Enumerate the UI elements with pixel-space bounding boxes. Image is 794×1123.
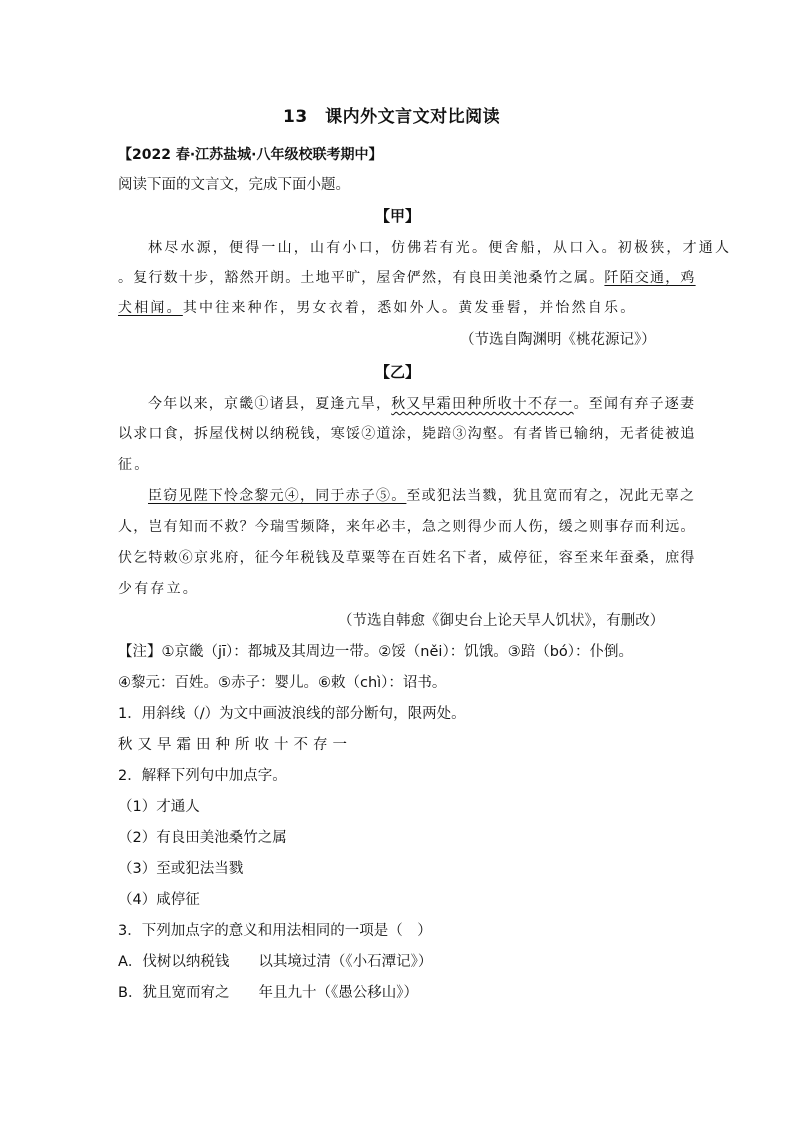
- jia-line-1: 林尽水源，便得一山，山有小口，仿佛若有光。便舍船，从口入。初极狭，才通人: [148, 240, 732, 256]
- question-2-item-1: （1）才通人: [118, 799, 200, 815]
- question-2-item-3: （3）至或犯法当戮: [118, 861, 244, 877]
- yi-underlined-sentence: 臣窃见陛下怜念黎元④，同于赤子⑤。: [148, 488, 407, 504]
- question-2-item-4: （4）咸停征: [118, 892, 200, 908]
- jia-line-2-text: 。复行数十步，豁然开朗。土地平旷，屋舍俨然，有良田美池桑竹之属。: [118, 270, 605, 286]
- yi-line-6: 伏乞特敕⑥京兆府，征今年税钱及草粟等在百姓名下者，威停征，容至来年蚕桑，庶得: [118, 550, 696, 566]
- notes-line-1: 【注】①京畿（jī）：都城及其周边一带。②馁（něi）：饥饿。③踣（bó）：仆倒。: [118, 644, 634, 660]
- section-header-jia: 【甲】: [375, 207, 421, 225]
- jia-line-3: [118, 298, 636, 318]
- yi-line-4-text: 至或犯法当戮，犹且宽而宥之，况此无辜之: [406, 488, 696, 504]
- yi-line-5: 人，岂有知而不救？今瑞雪频降，来年必丰，急之则得少而人伤，缓之则事存而利远。: [118, 519, 696, 535]
- question-3-option-a: A．伐树以纳税钱 以其境过清（《小石潭记》）: [118, 954, 433, 970]
- jia-line-2: [118, 268, 696, 288]
- notes-line-2: ④黎元：百姓。⑤赤子：婴儿。⑥敕（chì）：诏书。: [118, 675, 447, 691]
- yi-line-7: 少有存立。: [118, 581, 199, 597]
- yi-wavy-sentence: 秋又早霜田种所收十不存一: [391, 396, 574, 412]
- section-header-yi: 【乙】: [375, 363, 421, 381]
- page-title: 13 课内外文言文对比阅读: [283, 107, 501, 127]
- yi-line-2: 以求口食，拆屋伐树以纳税钱，寒馁②道涂，毙踣③沟壑。有者皆已输纳，无者徒被追: [118, 426, 696, 442]
- yi-line-1: [148, 394, 695, 414]
- source-tag: 【2022 春·江苏盐城·八年级校联考期中】: [118, 147, 383, 163]
- jia-line-3-text: 其中往来种作，男女衣着，悉如外人。黄发垂髫，并怡然自乐。: [182, 300, 637, 316]
- question-1: 1．用斜线（/）为文中画波浪线的部分断句，限两处。: [118, 706, 466, 722]
- yi-source: （节选自韩愈《御史台上论天旱人饥状》，有删改）: [338, 613, 665, 629]
- question-3: 3．下列加点字的意义和用法相同的一项是（ ）: [118, 923, 432, 939]
- instruction: 阅读下面的文言文，完成下面小题。: [118, 177, 350, 193]
- yi-line-4: [148, 486, 695, 506]
- jia-underlined-sentence-b: 犬相闻。: [118, 300, 183, 316]
- yi-line-3: 征。: [118, 457, 151, 473]
- yi-line-1-text-a: 今年以来，京畿①诸县，夏逢亢旱，: [148, 396, 392, 412]
- question-2-item-2: （2）有良田美池桑竹之属: [118, 830, 287, 846]
- yi-line-1-text-b: 。至闻有弃子逐妻: [573, 396, 696, 412]
- jia-source: （节选自陶渊明《桃花源记》）: [460, 332, 656, 348]
- question-2: 2．解释下列句中加点字。: [118, 768, 287, 784]
- question-3-option-b: B．犹且宽而宥之 年且九十（《愚公移山》）: [118, 985, 418, 1001]
- jia-underlined-sentence-a: 阡陌交通，鸡: [604, 270, 696, 286]
- question-1-text: 秋又早霜田种所收十不存一: [118, 737, 352, 753]
